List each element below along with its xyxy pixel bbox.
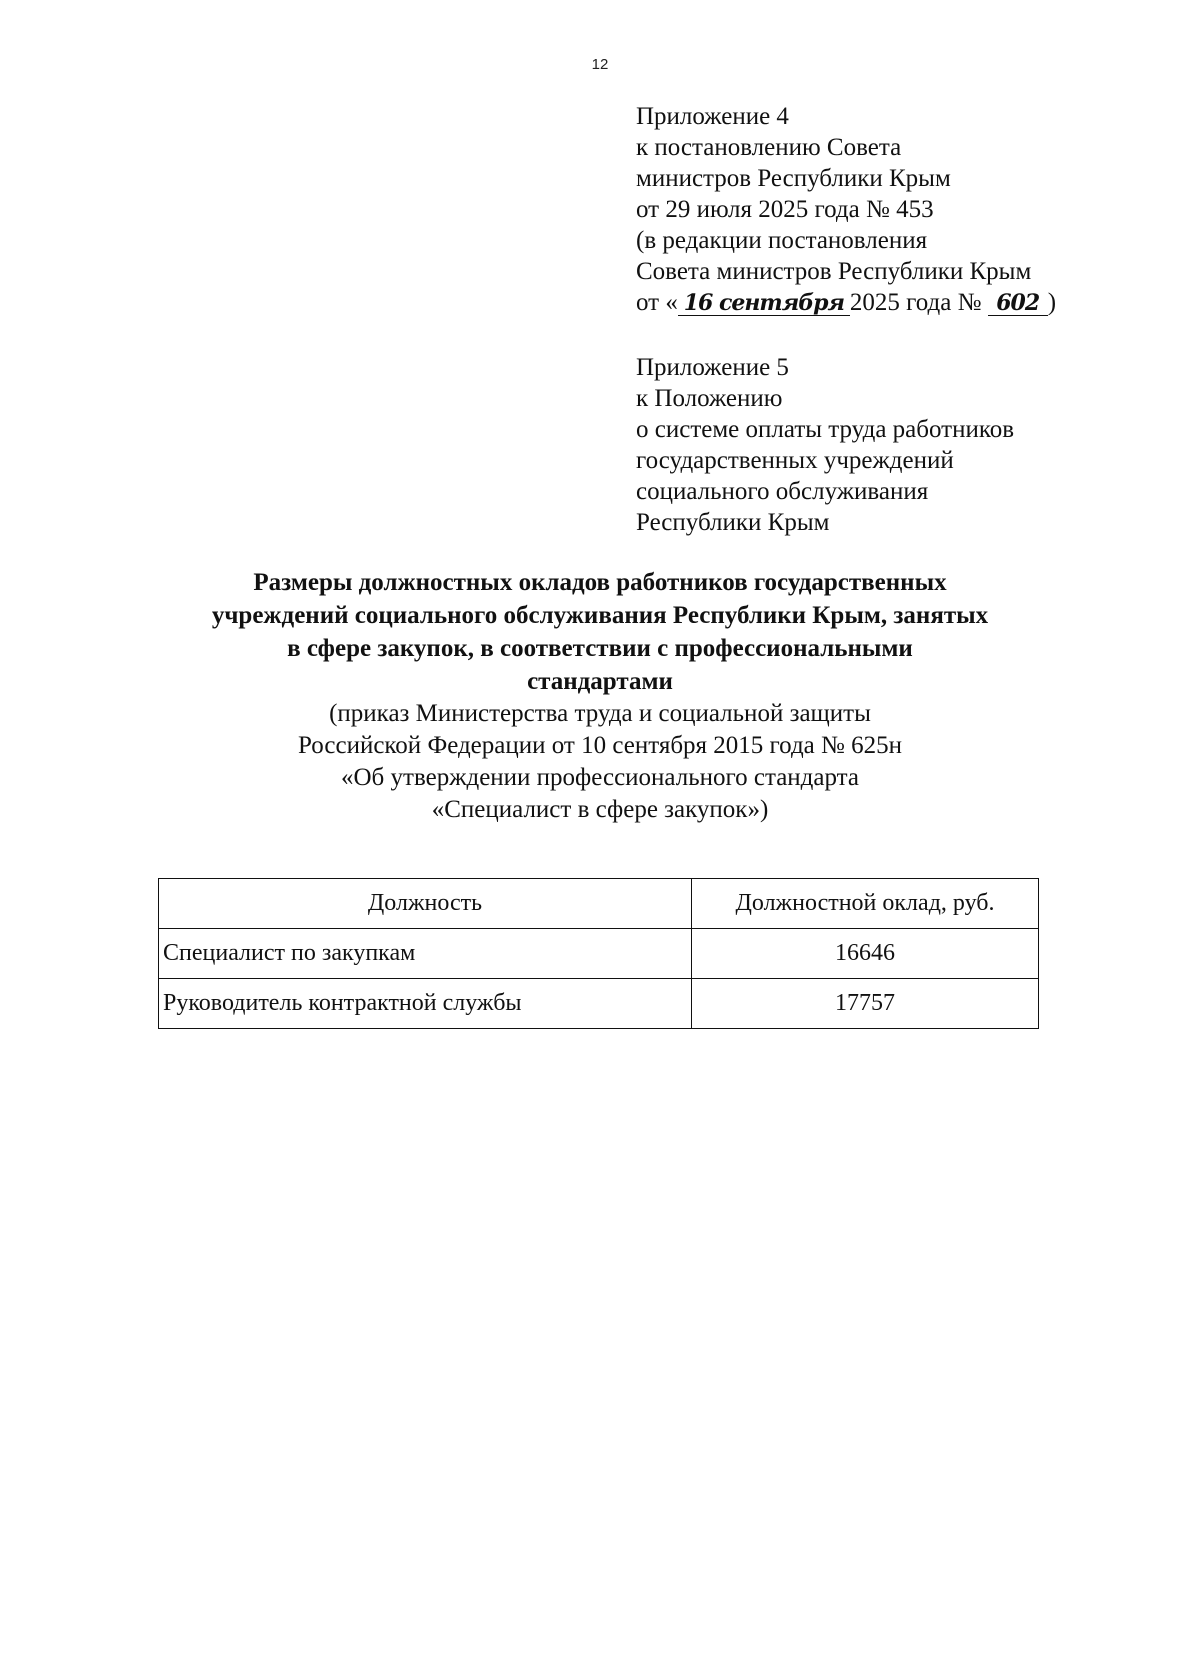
date-prefix: от « [636, 289, 678, 316]
appendix-4-line: к постановлению Совета [636, 134, 902, 161]
page-number: 12 [591, 56, 609, 73]
title-line: учреждений социального обслуживания Республики Крым, занятых [211, 602, 989, 629]
title-line: Размеры должностных окладов работников государственных [253, 569, 947, 596]
title-heading [150, 566, 1050, 698]
table-row [159, 979, 1039, 1029]
appendix-5-line: государственных учреждений [636, 447, 954, 474]
table-row [159, 929, 1039, 979]
appendix-4-header [636, 101, 1106, 318]
date-middle: 2025 года № [849, 289, 982, 316]
header-position: Должность [159, 879, 692, 929]
handwritten-date: 16 сентября [678, 291, 850, 316]
reference-line: (приказ Министерства труда и социальной защиты [329, 700, 871, 727]
header-salary: Должностной оклад, руб. [692, 879, 1039, 929]
title-line: в сфере закупок, в соответствии с профессиональными [287, 635, 913, 662]
reference-line: Российской Федерации от 10 сентября 2015 года № 625н [297, 732, 903, 759]
reference-line: «Специалист в сфере закупок») [431, 796, 769, 823]
appendix-4-line: от 29 июля 2025 года № 453 [636, 196, 934, 223]
position-cell: Руководитель контрактной службы [159, 979, 692, 1029]
salary-cell: 16646 [692, 929, 1039, 979]
appendix-5-line: Республики Крым [636, 509, 830, 536]
appendix-4-line: (в редакции постановления [636, 227, 928, 254]
appendix-4-line: Приложение 4 [636, 103, 789, 130]
salary-table [158, 878, 1039, 1029]
amendment-date-line [636, 287, 1106, 318]
appendix-5-header [636, 352, 1106, 538]
handwritten-number: 602 [988, 291, 1048, 316]
appendix-4-line: министров Республики Крым [636, 165, 951, 192]
salary-cell: 17757 [692, 979, 1039, 1029]
appendix-4-line: Совета министров Республики Крым [636, 258, 1032, 285]
appendix-5-line: о системе оплаты труда работников [636, 416, 1015, 443]
reference-line: «Об утверждении профессионального стандарта [341, 764, 859, 791]
appendix-5-line: к Положению [636, 385, 783, 412]
document-title [150, 566, 1050, 826]
date-suffix: ) [1047, 289, 1057, 316]
appendix-5-line: социального обслуживания [636, 478, 929, 505]
position-cell: Специалист по закупкам [159, 929, 692, 979]
table-header-row [159, 879, 1039, 929]
appendix-5-line: Приложение 5 [636, 354, 789, 381]
title-line: стандартами [527, 668, 673, 695]
title-reference [150, 698, 1050, 826]
